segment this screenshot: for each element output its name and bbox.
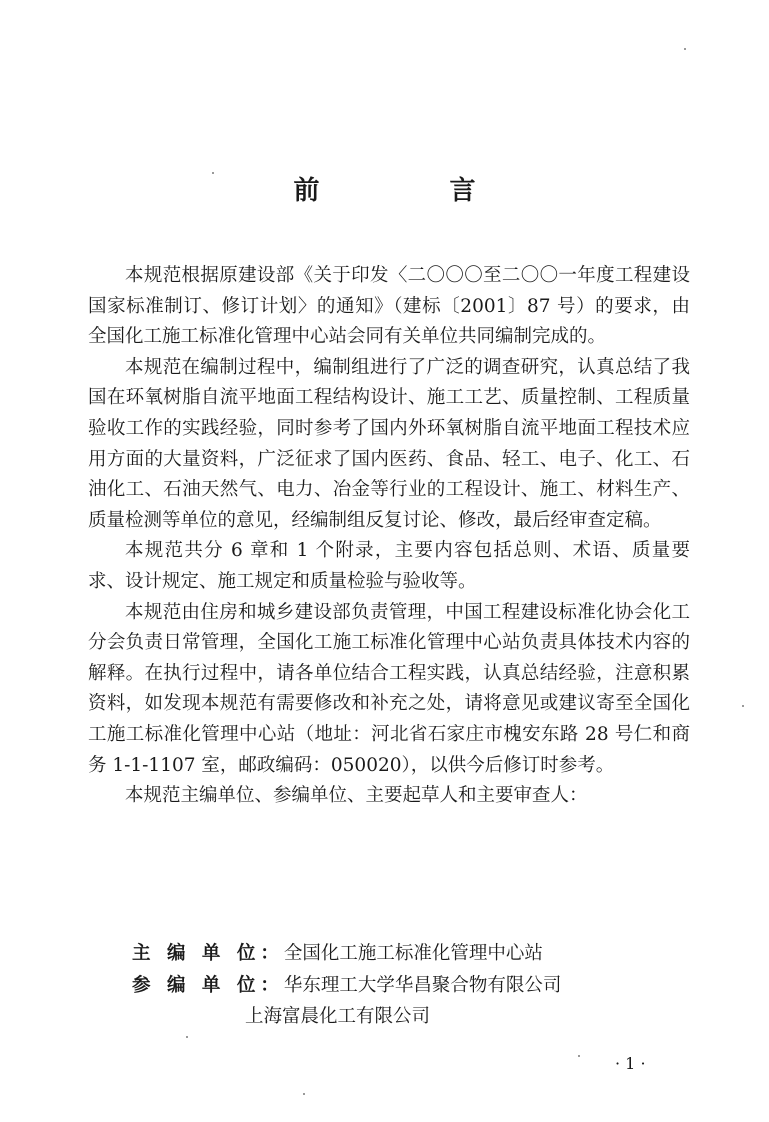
paragraph-process: 本规范在编制过程中，编制组进行了广泛的调查研究，认真总结了我国在环氧树脂自流平地面工程结构设计、施工工艺、质量控制、工程质量验收工作的实践经验，同时参考了国内外环氧树脂自流平地面工程技术应用方面的大量资料，广泛征求了国内医药、食品、轻工、电子、化工、石油化工、石油天然气、电力、冶金等行业的工程设计、施工、材料生产、质量检测等单位的意见，经编制组反复讨论、修改，最后经审查定稿。 — [88, 356, 690, 531]
participating-unit-row — [132, 1001, 561, 1033]
scan-speck — [212, 172, 214, 174]
paragraph-basis: 本规范根据原建设部《关于印发〈二〇〇〇至二〇〇一年度工程建设国家标准制订、修订计划〉的通知》（建标〔2001〕87 号）的要求，由全国化工施工标准化管理中心站会同有关单位共同编制完成的。 — [88, 265, 690, 348]
chief-unit-value: 全国化工施工标准化管理中心站 — [283, 943, 543, 964]
scan-speck — [684, 48, 686, 50]
participating-unit-value: 华东理工大学华昌聚合物有限公司 — [283, 974, 562, 996]
scan-speck — [186, 1036, 188, 1038]
paragraph-management: 本规范由住房和城乡建设部负责管理，中国工程建设标准化协会化工分会负责日常管理，全国化工施工标准化管理中心站负责具体技术内容的解释。在执行过程中，请各单位结合工程实践，认真总结经验，注意积累资料，如发现本规范有需要修改和补充之处，请将意见或建议寄至全国化工施工标准化管理中心站（地址：河北省石家庄市槐安东路 28 号仁和商务 1-1-1107 室，邮政编码：050020），以供今后修订时参考。 — [88, 601, 690, 776]
scan-speck — [303, 1093, 305, 1095]
paragraph-units-intro: 本规范主编单位、参编单位、主要起草人和主要审查人： — [125, 785, 588, 807]
page-title: 前 言 — [293, 176, 528, 206]
participating-unit-label: 参 编 单 位： — [132, 974, 284, 996]
scan-speck — [742, 705, 744, 707]
page-number: · 1 · — [615, 1054, 646, 1073]
units-list — [132, 938, 561, 1033]
scan-speck — [578, 1055, 580, 1057]
participating-unit-value: 上海富晨化工有限公司 — [245, 1006, 431, 1027]
chief-unit-row — [132, 938, 561, 970]
participating-unit-row — [132, 970, 561, 1002]
paragraph-structure: 本规范共分 6 章和 1 个附录，主要内容包括总则、术语、质量要求、设计规定、施工规定和质量检验与验收等。 — [88, 540, 690, 592]
chief-unit-label: 主 编 单 位： — [132, 943, 284, 964]
preface-body — [88, 261, 690, 812]
